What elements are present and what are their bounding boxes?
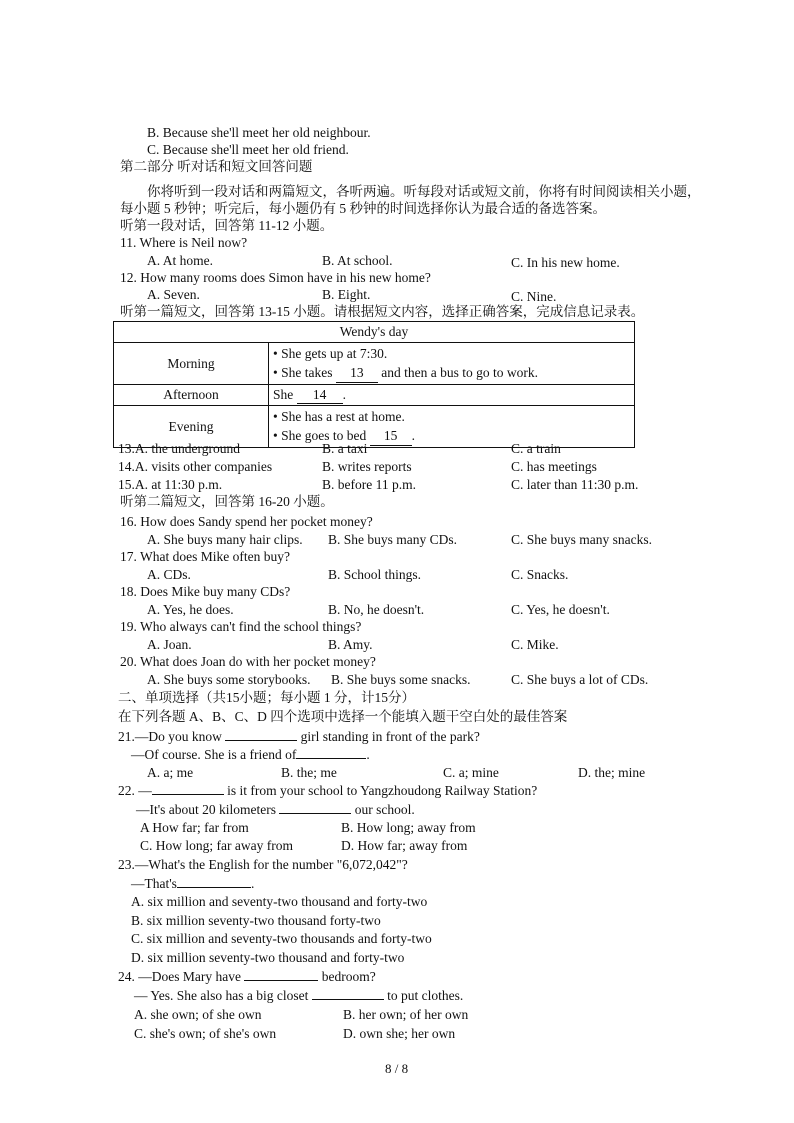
passage2-note: 听第二篇短文，回答第 16-20 小题。 [120, 494, 334, 509]
part2-instruction-2: 每小题 5 秒钟；听完后，每小题仍有 5 秒钟的时间选择你认为最合适的备选答案。 [120, 201, 606, 216]
q11-stem: 11. Where is Neil now? [120, 235, 248, 250]
q16-option-c: C. She buys many snacks. [511, 532, 652, 547]
q18-option-c: C. Yes, he doesn't. [511, 602, 610, 617]
q16-option-a: A. She buys many hair clips. [147, 532, 303, 547]
q23-line-2: —That's . [131, 876, 255, 891]
q19-option-a: A. Joan. [147, 637, 192, 652]
evening-line-1: • She has a rest at home. [273, 409, 405, 424]
q10-option-b: B. Because she'll meet her old neighbour. [147, 125, 371, 140]
q12-option-a: A. Seven. [147, 287, 200, 302]
q22-line-1: 22. — is it from your school to Yangzhoudong Railway Station? [118, 783, 538, 798]
q22-option-c: C. How long; far away from [140, 838, 293, 853]
q24-blank-2 [312, 999, 384, 1000]
q21-option-c: C. a; mine [443, 765, 499, 780]
q21-line-2: —Of course. She is a friend of . [131, 747, 370, 762]
q24-blank-1 [244, 980, 318, 981]
blank-15: 15 [370, 426, 412, 446]
q22-option-b: B. How long; away from [341, 820, 476, 835]
morning-cell [269, 343, 635, 385]
q13-option-a: 13.A. the underground [118, 441, 240, 456]
q12-stem: 12. How many rooms does Simon have in his new home? [120, 270, 431, 285]
q21-blank-2 [296, 758, 366, 759]
q14-option-c: C. has meetings [511, 459, 597, 474]
q21-option-a: A. a; me [147, 765, 194, 780]
q20-stem: 20. What does Joan do with her pocket money? [120, 654, 376, 669]
q24-option-b: B. her own; of her own [343, 1007, 469, 1022]
q23-line-1: 23.—What's the English for the number "6,072,042"? [118, 857, 408, 872]
morning-line-1: • She gets up at 7:30. [273, 346, 388, 361]
q23-blank [177, 887, 251, 888]
q13-option-c: C. a train [511, 441, 561, 456]
q21-blank-1 [225, 740, 297, 741]
table-title: Wendy's day [114, 322, 635, 343]
q21-line-1: 21.—Do you know girl standing in front of the park? [118, 729, 480, 744]
q15-option-a: 15.A. at 11:30 p.m. [118, 477, 223, 492]
blank-14: 14 [297, 387, 343, 404]
row-label-morning: Morning [114, 343, 269, 385]
q23-option-a: A. six million and seventy-two thousand and forty-two [131, 894, 428, 909]
q17-option-c: C. Snacks. [511, 567, 569, 582]
q17-option-b: B. School things. [328, 567, 422, 582]
q12-option-b: B. Eight. [322, 287, 371, 302]
row-label-afternoon: Afternoon [114, 385, 269, 406]
q11-option-b: B. At school. [322, 253, 393, 268]
q11-option-c: C. In his new home. [511, 255, 620, 270]
q18-stem: 18. Does Mike buy many CDs? [120, 584, 291, 599]
q19-stem: 19. Who always can't find the school things? [120, 619, 362, 634]
q16-stem: 16. How does Sandy spend her pocket money? [120, 514, 373, 529]
row-label-evening: Evening [114, 406, 269, 448]
q19-option-b: B. Amy. [328, 637, 373, 652]
morning-line-2: • She takes 13 and then a bus to go to work. [273, 363, 630, 383]
q22-line-2: —It's about 20 kilometers our school. [136, 802, 415, 817]
q20-option-b: B. She buys some snacks. [331, 672, 471, 687]
q13-option-b: B. a taxi [322, 441, 368, 456]
page-number: 8 / 8 [385, 1061, 409, 1076]
q23-option-d: D. six million seventy-two thousand and forty-two [131, 950, 405, 965]
q21-option-b: B. the; me [281, 765, 337, 780]
blank-13: 13 [336, 363, 378, 383]
evening-line-2: • She goes to bed 15 . [273, 426, 630, 446]
q14-option-b: B. writes reports [322, 459, 412, 474]
section2-title: 二、单项选择（共15小题；每小题 1 分，计15分） [118, 690, 415, 705]
q15-option-c: C. later than 11:30 p.m. [511, 477, 639, 492]
q21-option-d: D. the; mine [578, 765, 646, 780]
part2-title: 第二部分 听对话和短文回答问题 [120, 159, 313, 174]
dialog-note: 听第一段对话，回答第 11-12 小题。 [120, 218, 334, 233]
q23-option-c: C. six million and seventy-two thousands and forty-two [131, 931, 432, 946]
wendy-day-table [113, 321, 635, 448]
q17-stem: 17. What does Mike often buy? [120, 549, 290, 564]
q12-option-c: C. Nine. [511, 289, 557, 304]
q24-option-a: A. she own; of she own [134, 1007, 262, 1022]
q20-option-a: A. She buys some storybooks. [147, 672, 311, 687]
q10-option-c: C. Because she'll meet her old friend. [147, 142, 349, 157]
q20-option-c: C. She buys a lot of CDs. [511, 672, 649, 687]
q14-option-a: 14.A. visits other companies [118, 459, 273, 474]
part2-instruction-1: 你将听到一段对话和两篇短文，各听两遍。听每段对话或短文前，你将有时间阅读相关小题， [147, 184, 701, 199]
q24-line-1: 24. —Does Mary have bedroom? [118, 969, 376, 984]
q19-option-c: C. Mike. [511, 637, 559, 652]
q24-option-c: C. she's own; of she's own [134, 1026, 277, 1041]
q18-option-a: A. Yes, he does. [147, 602, 234, 617]
q24-option-d: D. own she; her own [343, 1026, 456, 1041]
q22-option-a: A How far; far from [140, 820, 249, 835]
q15-option-b: B. before 11 p.m. [322, 477, 416, 492]
q17-option-a: A. CDs. [147, 567, 191, 582]
q11-option-a: A. At home. [147, 253, 213, 268]
q23-option-b: B. six million seventy-two thousand forty-two [131, 913, 381, 928]
q18-option-b: B. No, he doesn't. [328, 602, 425, 617]
afternoon-cell: She 14 . [269, 385, 635, 406]
q24-line-2: — Yes. She also has a big closet to put clothes. [134, 988, 464, 1003]
section2-instruction: 在下列各题 A、B、C、D 四个选项中选择一个能填入题干空白处的最佳答案 [118, 709, 568, 724]
passage1-note: 听第一篇短文，回答第 13-15 小题。请根据短文内容，选择正确答案，完成信息记录表。 [120, 304, 645, 319]
q22-blank-1 [152, 794, 224, 795]
q22-blank-2 [279, 813, 351, 814]
q16-option-b: B. She buys many CDs. [328, 532, 458, 547]
q22-option-d: D. How far; away from [341, 838, 468, 853]
